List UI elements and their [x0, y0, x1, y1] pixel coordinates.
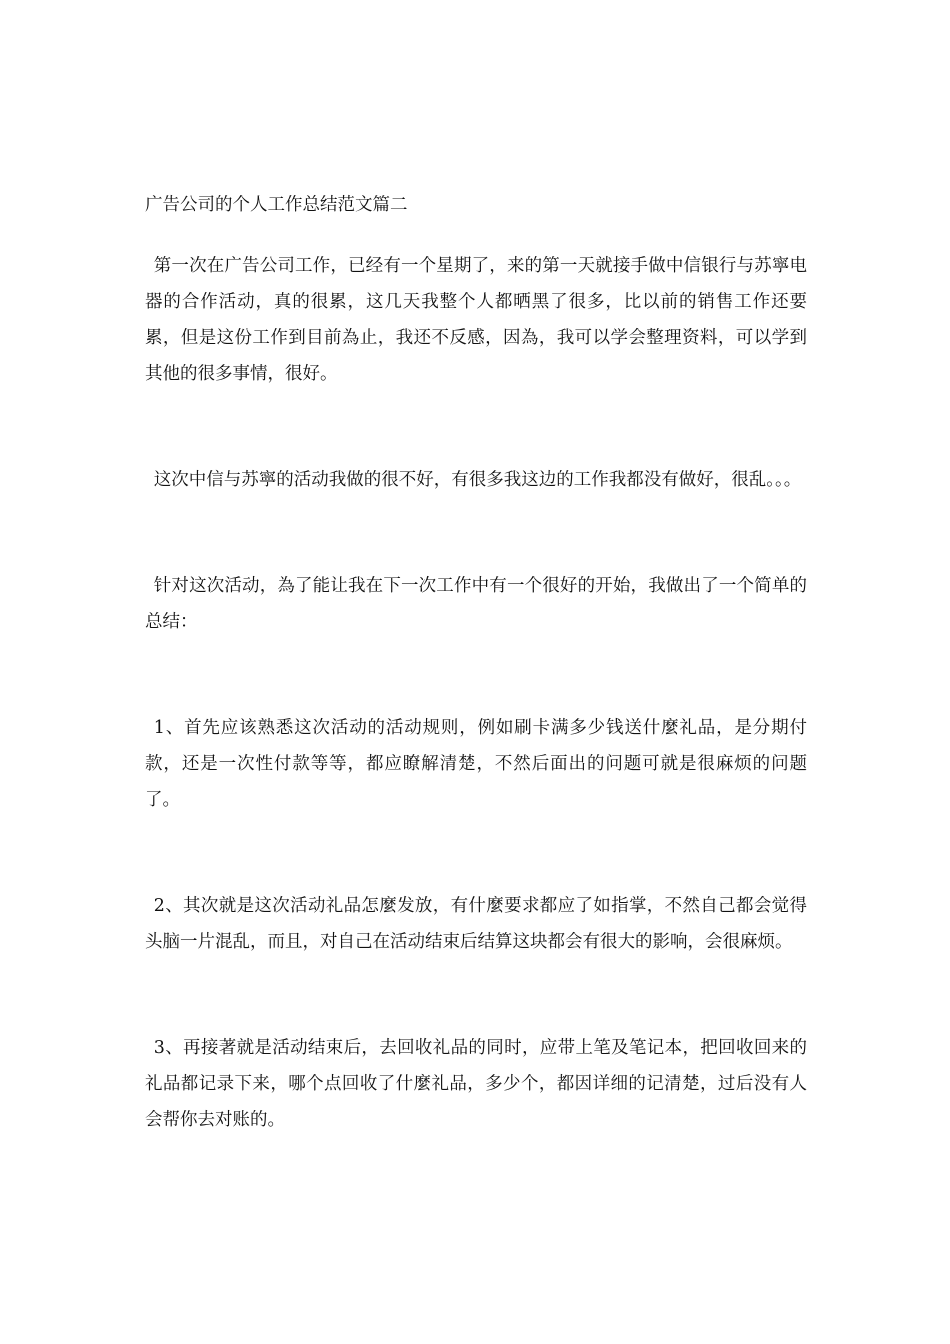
- document-title: 广告公司的个人工作总结范文篇二: [145, 195, 408, 215]
- document-body: [145, 188, 807, 1138]
- paragraph-intro: 第一次在广告公司工作，已经有一个星期了，来的第一天就接手做中信银行与苏寧电器的合作活动，真的很累，这几天我整个人都晒黑了很多，比以前的销售工作还要累，但是这份工作到目前為止，我还不反感，因為，我可以学会整理资料，可以学到其他的很多事情，很好。: [145, 256, 807, 384]
- paragraph-point-2: 2、其次就是这次活动礼品怎麼发放，有什麼要求都应了如指掌，不然自己都会觉得头脑一片混乱，而且，对自己在活动结束后结算这块都会有很大的影响，会很麻烦。: [145, 896, 807, 952]
- paragraph-point-1: 1、首先应该熟悉这次活动的活动规则，例如刷卡满多少钱送什麼礼品，是分期付款，还是一次性付款等等，都应瞭解清楚，不然后面出的问题可就是很麻烦的问题了。: [145, 718, 807, 810]
- paragraph-reflection: 这次中信与苏寧的活动我做的很不好，有很多我这边的工作我都没有做好，很乱。。。: [153, 470, 802, 490]
- paragraph-summary-lead: 针对这次活动，為了能让我在下一次工作中有一个很好的开始，我做出了一个简单的总结：: [145, 576, 807, 632]
- paragraph-point-3: 3、再接著就是活动结束后，去回收礼品的同时，应带上笔及笔记本，把回收回来的礼品都记录下来，哪个点回收了什麼礼品，多少个，都因详细的记清楚，过后没有人会帮你去对账的。: [145, 1038, 807, 1130]
